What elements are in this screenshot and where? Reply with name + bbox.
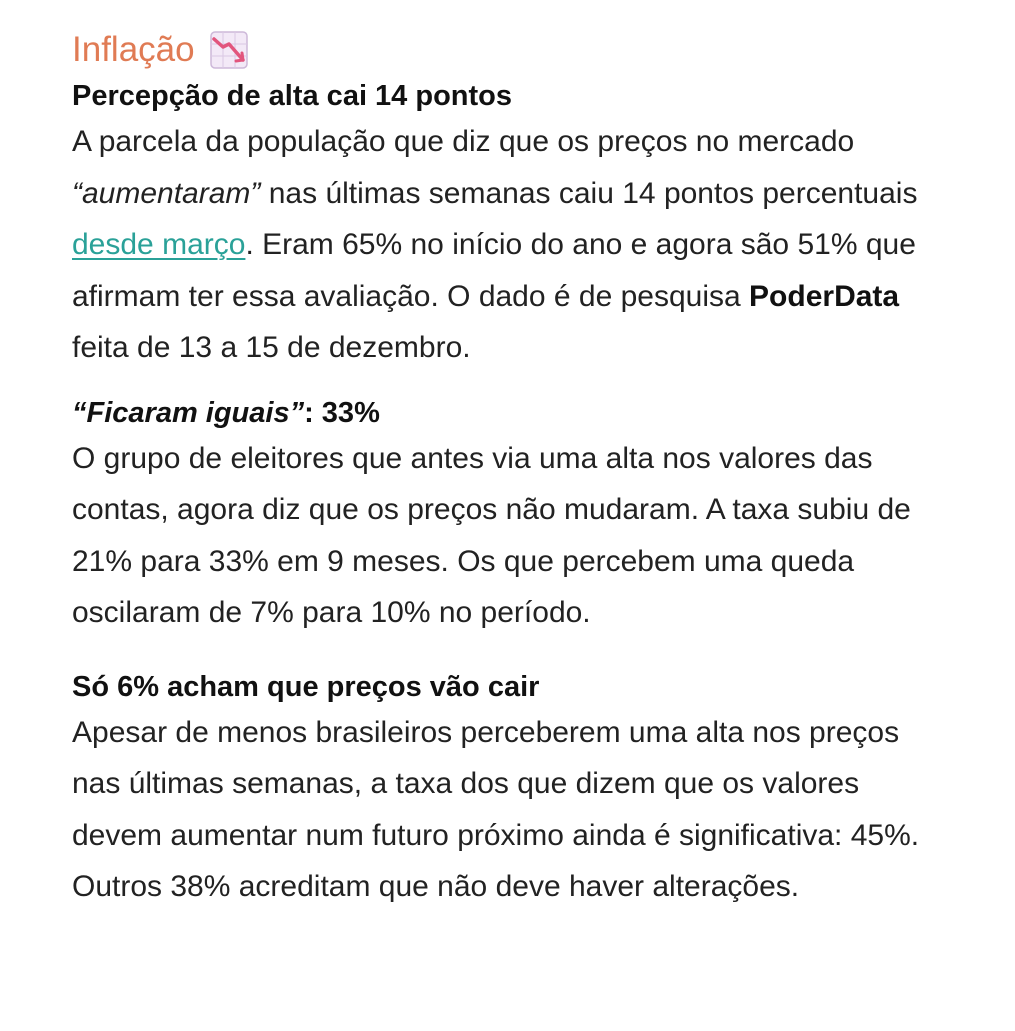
block1-text-4: feita de 13 a 15 de dezembro. xyxy=(72,331,471,364)
block2-heading-rest: : 33% xyxy=(304,396,380,429)
poderdata-brand: PoderData xyxy=(749,279,900,313)
block2-heading-quote: “Ficaram iguais” xyxy=(72,396,305,429)
block1-text-3: . Eram 65% no início do ano e agora são 51% que afirmam ter essa avaliação. O dado é de pesquisa xyxy=(72,228,916,313)
block1-paragraph xyxy=(72,116,955,374)
desde-marco-link[interactable]: desde março xyxy=(72,228,246,261)
section-title-text: Inflação xyxy=(72,30,195,69)
section-title xyxy=(72,28,955,72)
chart-decreasing-icon xyxy=(209,30,249,70)
block3-heading: Só 6% acham que preços vão cair xyxy=(72,670,540,703)
block1-text-1: A parcela da população que diz que os preços no mercado xyxy=(72,125,855,158)
block1-heading: Percepção de alta cai 14 pontos xyxy=(72,80,513,112)
block3-paragraph: Apesar de menos brasileiros perceberem uma alta nos preços nas últimas semanas, a taxa dos que dizem que os valores devem aumentar num futuro próximo ainda é significativa: 45%. Outros 38% acreditam que não deve haver alterações. xyxy=(72,715,920,903)
block1-quote: “aumentaram” xyxy=(72,176,261,210)
block1-text-2: nas últimas semanas caiu 14 pontos percentuais xyxy=(260,176,918,210)
block2-paragraph: O grupo de eleitores que antes via uma alta nos valores das contas, agora diz que os preços não mudaram. A taxa subiu de 21% para 33% em 9 meses. Os que percebem uma queda oscilaram de 7% para 10% no período. xyxy=(72,441,911,629)
block2-heading xyxy=(72,393,955,433)
